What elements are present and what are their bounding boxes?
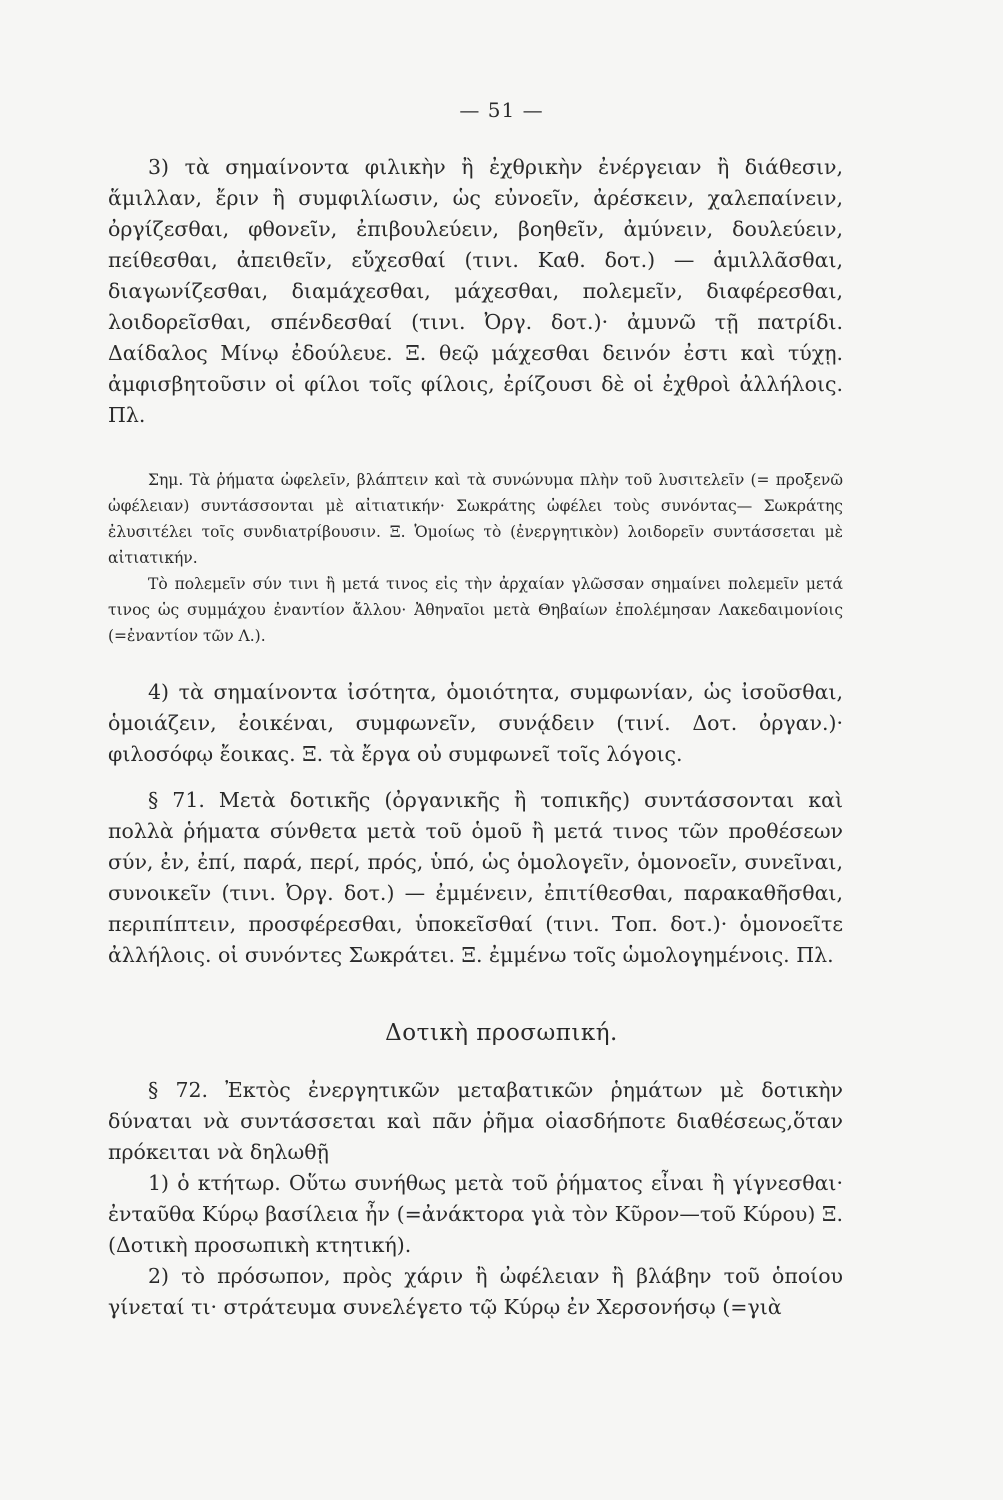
note-block [108, 467, 843, 649]
section-72 [108, 1075, 843, 1323]
section-71 [108, 785, 843, 971]
note-paragraph-2: Τὸ πολεμεῖν σύν τινι ἢ μετά τινος εἰς τὴν ἀρχαίαν γλῶσσαν σημαίνει πολεμεῖν μετά τινος ὡς συμμάχου ἐναντίον ἄλλου· Ἀθηναῖοι μετὰ Θηβαίων ἐπολέμησαν Λακεδαιμονίοις (=ἐναντίον τῶν Λ.). [108, 575, 843, 645]
paragraph-4 [108, 677, 843, 770]
paragraph-text: 2) τὸ πρόσωπον, πρὸς χάριν ἢ ὠφέλειαν ἢ βλάβην τοῦ ὁποίου γίνεταί τι· στράτευμα συνελέγετο τῷ Κύρῳ ἐν Χερσονήσῳ (=γιὰ [108, 1264, 843, 1319]
paragraph-text: 3) τὰ σημαίνοντα φιλικὴν ἢ ἐχθρικὴν ἐνέργειαν ἢ διάθεσιν, ἅμιλλαν, ἔριν ἢ συμφιλίωσιν, ὡς εὐνοεῖν, ἀρέσκειν, χαλεπαίνειν, ὀργίζεσθαι, φθονεῖν, ἐπιβουλεύειν, βοηθεῖν, ἀμύνειν, δουλεύειν, πείθεσθαι, ἀπειθεῖν, εὔχεσθαί (τινι. Καθ. δοτ.) — ἁμιλλᾶσθαι, διαγωνίζεσθαι, διαμάχεσθαι, μάχεσθαι, πολεμεῖν, διαφέρεσθαι, λοιδορεῖσθαι, σπένδεσθαί (τινι. Ὀργ. δοτ.)· ἀμυνῶ τῇ πατρίδι. Δαίδαλος Μίνῳ ἐδούλευε. Ξ. θεῷ μάχεσθαι δεινόν ἐστι καὶ τύχῃ. ἀμφισβητοῦσιν οἱ φίλοι τοῖς φίλοις, ἐρίζουσι δὲ οἱ ἐχθροὶ ἀλλήλοις. Πλ. [108, 155, 843, 427]
paragraph-text: 4) τὰ σημαίνοντα ἰσότητα, ὁμοιότητα, συμφωνίαν, ὡς ἰσοῦσθαι, ὁμοιάζειν, ἐοικέναι, συμφωνεῖν, συνᾴδειν (τινί. Δοτ. ὀργαν.)· φιλοσόφῳ ἔοικας. Ξ. τὰ ἔργα οὐ συμφωνεῖ τοῖς λόγοις. [108, 680, 843, 766]
paragraph-text: § 71. Μετὰ δοτικῆς (ὀργανικῆς ἢ τοπικῆς) συντάσσονται καὶ πολλὰ ῥήματα σύνθετα μετὰ τοῦ ὁμοῦ ἢ μετά τινος τῶν προθέσεων σύν, ἐν, ἐπί, παρά, περί, πρός, ὑπό, ὡς ὁμολογεῖν, ὁμονοεῖν, συνεῖναι, συνοικεῖν (τινι. Ὀργ. δοτ.) — ἐμμένειν, ἐπιτίθεσθαι, παρακαθῆσθαι, περιπίπτειν, προσφέρεσθαι, ὑποκεῖσθαί (τινι. Τοπ. δοτ.)· ὁμονοεῖτε ἀλλήλοις. οἱ συνόντες Σωκράτει. Ξ. ἐμμένω τοῖς ὡμολογημένοις. Πλ. [108, 788, 843, 967]
section-heading: Δοτικὴ προσωπική. [385, 1020, 618, 1046]
paragraph-3 [108, 152, 843, 431]
page-number: — 51 — [459, 98, 544, 122]
note-paragraph-1: Σημ. Τὰ ῥήματα ὠφελεῖν, βλάπτειν καὶ τὰ συνώνυμα πλὴν τοῦ λυσιτελεῖν (= προξενῶ ὠφέλειαν) συντάσσονται μὲ αἰτιατικήν· Σωκράτης ὠφέλει τοὺς συνόντας— Σωκράτης ἐλυσιτέλει τοῖς συνδιατρίβουσιν. Ξ. Ὁμοίως τὸ (ἐνεργητικὸν) λοιδορεῖν συντάσσεται μὲ αἰτιατικήν. [108, 471, 843, 567]
paragraph-text: § 72. Ἐκτὸς ἐνεργητικῶν μεταβατικῶν ῥημάτων μὲ δοτικὴν δύναται νὰ συντάσσεται καὶ πᾶν ῥῆμα οἱασδήποτε διαθέσεως,ὅταν πρόκειται νὰ δηλωθῇ [108, 1078, 843, 1164]
paragraph-text: 1) ὁ κτήτωρ. Οὕτω συνήθως μετὰ τοῦ ῥήματος εἶναι ἢ γίγνεσθαι· ἐνταῦθα Κύρῳ βασίλεια ἦν (=ἀνάκτορα γιὰ τὸν Κῦρον—τοῦ Κύρου) Ξ. (Δοτικὴ προσωπικὴ κτητική). [108, 1171, 843, 1257]
